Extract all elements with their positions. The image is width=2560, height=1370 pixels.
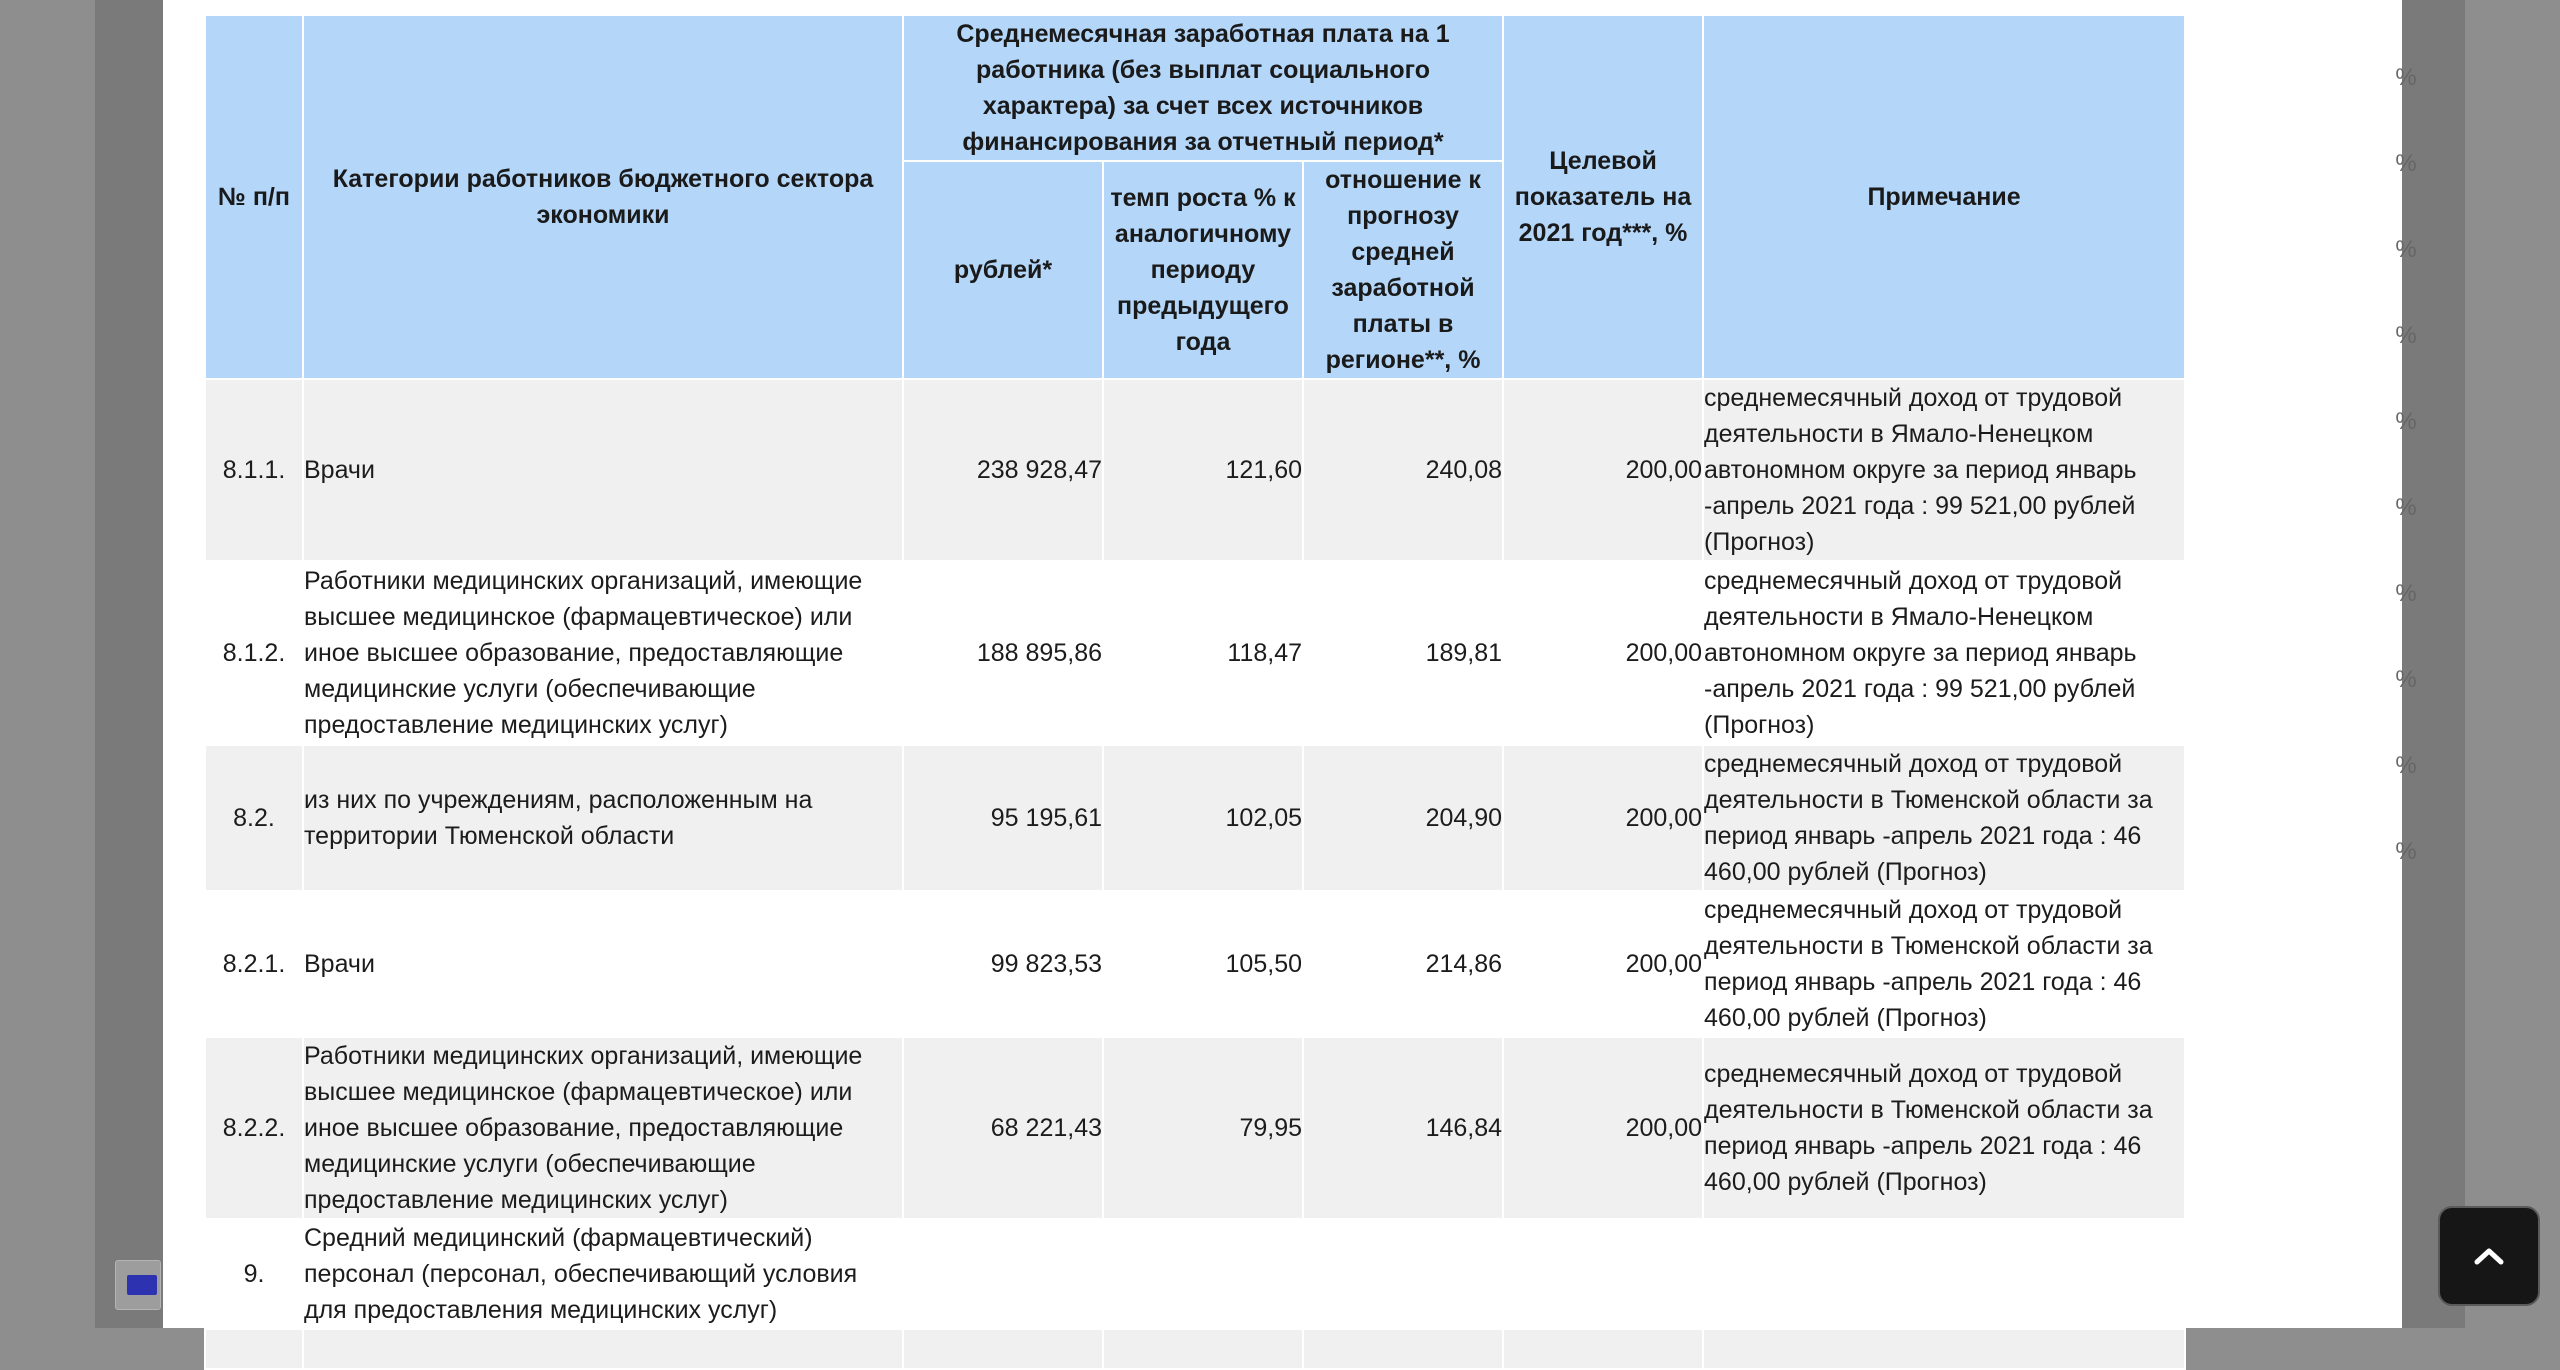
percent-mark: % bbox=[2395, 666, 2417, 693]
thumbnail-preview bbox=[127, 1275, 157, 1295]
table-row bbox=[205, 1219, 2185, 1329]
salary-table bbox=[204, 14, 2186, 1370]
row-category: Врачи bbox=[303, 379, 903, 561]
percent-mark: % bbox=[2395, 494, 2417, 521]
row-ratio: 189,81 bbox=[1303, 561, 1503, 745]
row-ratio bbox=[1303, 1329, 1503, 1369]
table-row bbox=[205, 745, 2185, 891]
percent-mark: % bbox=[2395, 752, 2417, 779]
percent-mark: % bbox=[2395, 64, 2417, 91]
row-target: 200,00 bbox=[1503, 745, 1703, 891]
row-rubles: 238 928,47 bbox=[903, 379, 1103, 561]
row-ratio: 214,86 bbox=[1303, 891, 1503, 1037]
table-row bbox=[205, 379, 2185, 561]
header-rubles: рублей* bbox=[903, 161, 1103, 379]
header-category: Категории работников бюджетного сектора экономики bbox=[303, 15, 903, 379]
row-num: 8.2. bbox=[205, 745, 303, 891]
row-category: из них по учреждениям, расположенным на территории Тюменской области bbox=[303, 745, 903, 891]
row-note: среднемесячный доход от трудовой деятельности в Тюменской области за период январь -апрель 2021 года : 46 460,00 рублей (Прогноз) bbox=[1703, 891, 2185, 1037]
row-growth: 105,50 bbox=[1103, 891, 1303, 1037]
row-rubles bbox=[903, 1219, 1103, 1329]
row-target: 200,00 bbox=[1503, 379, 1703, 561]
row-category: Средний медицинский (фармацевтический) персонал (персонал, обеспечивающий условия для предоставления медицинских услуг) bbox=[303, 1219, 903, 1329]
row-note bbox=[1703, 1329, 2185, 1369]
row-ratio: 146,84 bbox=[1303, 1037, 1503, 1219]
row-num: 8.2.1. bbox=[205, 891, 303, 1037]
row-ratio bbox=[1303, 1219, 1503, 1329]
row-rubles: 68 221,43 bbox=[903, 1037, 1103, 1219]
row-rubles: 188 895,86 bbox=[903, 561, 1103, 745]
row-target bbox=[1503, 1329, 1703, 1369]
row-category bbox=[303, 1329, 903, 1369]
row-rubles: 99 823,53 bbox=[903, 891, 1103, 1037]
row-rubles bbox=[903, 1329, 1103, 1369]
row-growth: 118,47 bbox=[1103, 561, 1303, 745]
row-note: среднемесячный доход от трудовой деятельности в Ямало-Ненецком автономном округе за период январь -апрель 2021 года : 99 521,00 рублей (Прогноз) bbox=[1703, 379, 2185, 561]
salary-table-container bbox=[204, 14, 2184, 1370]
percent-mark: % bbox=[2395, 408, 2417, 435]
overlay-right bbox=[2465, 0, 2560, 1328]
percent-mark: % bbox=[2395, 150, 2417, 177]
chevron-up-icon bbox=[2472, 1245, 2506, 1267]
row-note: среднемесячный доход от трудовой деятельности в Тюменской области за период январь -апрель 2021 года : 46 460,00 рублей (Прогноз) bbox=[1703, 1037, 2185, 1219]
row-target: 200,00 bbox=[1503, 561, 1703, 745]
background-percent-marks bbox=[2394, 0, 2424, 1328]
row-rubles: 95 195,61 bbox=[903, 745, 1103, 891]
row-category: Врачи bbox=[303, 891, 903, 1037]
row-growth: 102,05 bbox=[1103, 745, 1303, 891]
row-growth bbox=[1103, 1219, 1303, 1329]
percent-mark: % bbox=[2395, 838, 2417, 865]
header-growth: темп роста % к аналогичному периоду предыдущего года bbox=[1103, 161, 1303, 379]
row-num: 8.1.1. bbox=[205, 379, 303, 561]
overlay-left-stripe bbox=[95, 0, 163, 1328]
row-note bbox=[1703, 1219, 2185, 1329]
row-category: Работники медицинских организаций, имеющие высшее медицинское (фармацевтическое) или иное высшее образование, предоставляющие медицинские услуги (обеспечивающие предоставление медицинских услуг) bbox=[303, 561, 903, 745]
table-row bbox=[205, 1037, 2185, 1219]
row-num: 8.1.2. bbox=[205, 561, 303, 745]
row-target: 200,00 bbox=[1503, 1037, 1703, 1219]
row-num: 8.2.2. bbox=[205, 1037, 303, 1219]
row-target: 200,00 bbox=[1503, 891, 1703, 1037]
overlay-left bbox=[0, 0, 95, 1328]
table-row bbox=[205, 561, 2185, 745]
row-note: среднемесячный доход от трудовой деятельности в Тюменской области за период январь -апрель 2021 года : 46 460,00 рублей (Прогноз) bbox=[1703, 745, 2185, 891]
header-target: Целевой показатель на 2021 год***, % bbox=[1503, 15, 1703, 379]
header-ratio: отношение к прогнозу средней заработной платы в регионе**, % bbox=[1303, 161, 1503, 379]
row-num bbox=[205, 1329, 303, 1369]
row-target bbox=[1503, 1219, 1703, 1329]
header-num: № п/п bbox=[205, 15, 303, 379]
row-growth: 79,95 bbox=[1103, 1037, 1303, 1219]
header-salary-group: Среднемесячная заработная плата на 1 работника (без выплат социального характера) за счет всех источников финансирования за отчетный период* bbox=[903, 15, 1503, 161]
scroll-to-top-button[interactable] bbox=[2438, 1206, 2540, 1306]
percent-mark: % bbox=[2395, 580, 2417, 607]
table-row bbox=[205, 891, 2185, 1037]
page-thumbnail-icon[interactable] bbox=[115, 1260, 161, 1310]
row-ratio: 204,90 bbox=[1303, 745, 1503, 891]
row-growth: 121,60 bbox=[1103, 379, 1303, 561]
header-note: Примечание bbox=[1703, 15, 2185, 379]
percent-mark: % bbox=[2395, 322, 2417, 349]
table-row-partial bbox=[205, 1329, 2185, 1369]
row-ratio: 240,08 bbox=[1303, 379, 1503, 561]
row-num: 9. bbox=[205, 1219, 303, 1329]
row-note: среднемесячный доход от трудовой деятельности в Ямало-Ненецком автономном округе за период январь -апрель 2021 года : 99 521,00 рублей (Прогноз) bbox=[1703, 561, 2185, 745]
row-growth bbox=[1103, 1329, 1303, 1369]
percent-mark: % bbox=[2395, 236, 2417, 263]
row-category: Работники медицинских организаций, имеющие высшее медицинское (фармацевтическое) или иное высшее образование, предоставляющие медицинские услуги (обеспечивающие предоставление медицинских услуг) bbox=[303, 1037, 903, 1219]
